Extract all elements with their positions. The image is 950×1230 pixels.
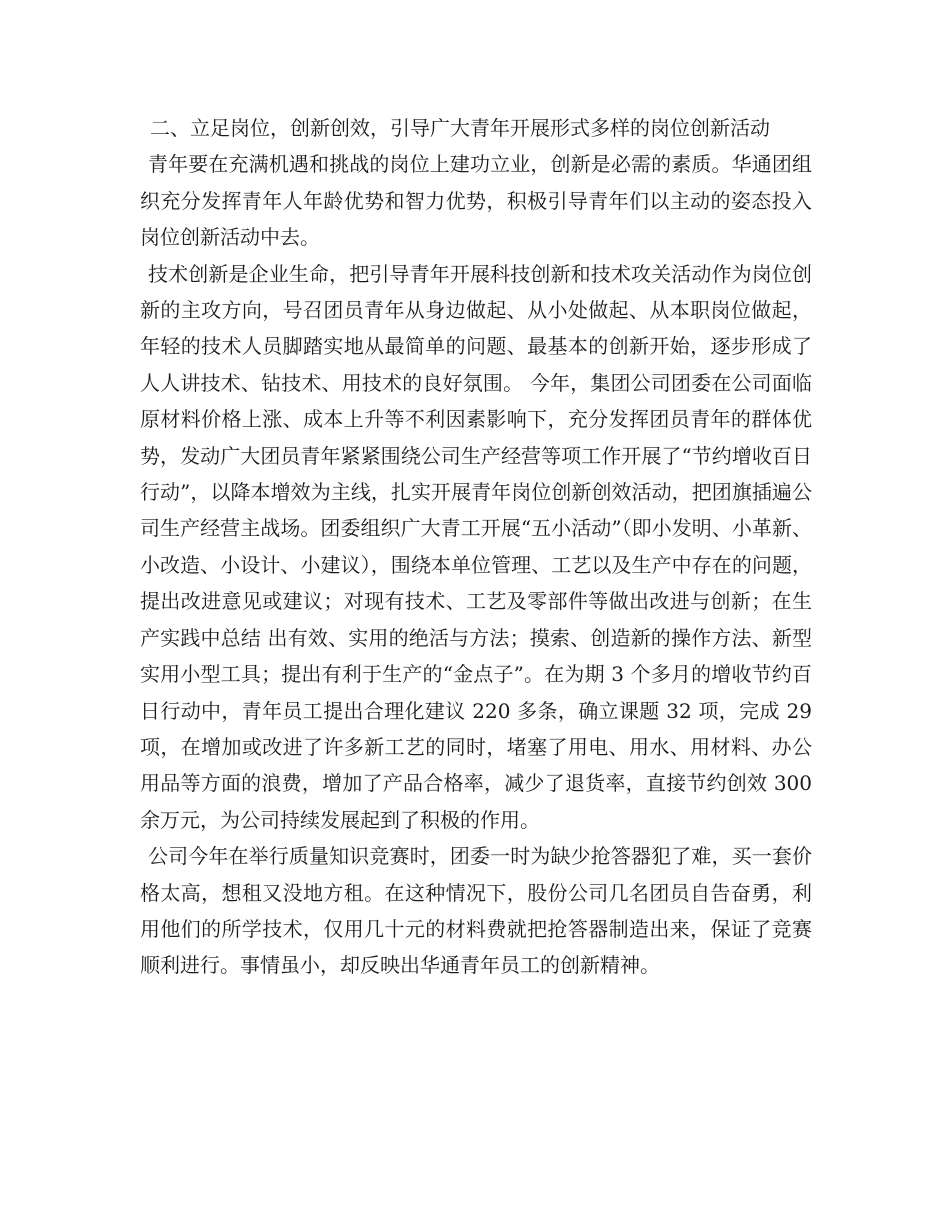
section-heading: 二、立足岗位，创新创效，引导广大青年开展形式多样的岗位创新活动	[150, 116, 770, 140]
paragraph-intro: 青年要在充满机遇和挑战的岗位上建功立业，创新是必需的素质。华通团组织充分发挥青年人年龄优势和智力优势，积极引导青年们以主动的姿态投入岗位创新活动中去。	[140, 152, 812, 250]
paragraph-quiz-example: 公司今年在举行质量知识竞赛时，团委一时为缺少抢答器犯了难，买一套价格太高，想租又没地方租。在这种情况下，股份公司几名团员自告奋勇，利用他们的所学技术，仅用几十元的材料费就把抢答器制造出来，保证了竞赛顺利进行。事情虽小，却反映出华通青年员工的创新精神。	[140, 844, 812, 978]
document-body	[140, 110, 812, 984]
paragraph-tech-innovation: 技术创新是企业生命，把引导青年开展科技创新和技术攻关活动作为岗位创新的主攻方向，号召团员青年从身边做起、从小处做起、从本职岗位做起，年轻的技术人员脚踏实地从最简单的问题、最基本的创新开始，逐步形成了人人讲技术、钻技术、用技术的良好氛围。 今年，集团公司团委在公司面临原材料价格上涨、成本上升等不利因素影响下，充分发挥团员青年的群体优势，发动广大团员青年紧紧围绕公司生产经营等项工作开展了“节约增收百日行动”，以降本增效为主线，扎实开展青年岗位创新创效活动，把团旗插遍公司生产经营主战场。团委组织广大青工开展“五小活动”（即小发明、小革新、小改造、小设计、小建议），围绕本单位管理、工艺以及生产中存在的问题，提出改进意见或建议；对现有技术、工艺及零部件等做出改进与创新；在生产实践中总结 出有效、实用的绝活与方法；摸索、创造新的操作方法、新型实用小型工具；提出有利于生产的“金点子”。在为期 3 个多月的增收节约百日行动中，青年员工提出合理化建议 220 多条，确立课题 32 项，完成 29 项，在增加或改进了许多新工艺的同时，堵塞了用电、用水、用材料、办公用品等方面的浪费，增加了产品合格率，减少了退货率，直接节约创效 300 余万元，为公司持续发展起到了积极的作用。	[140, 261, 812, 832]
